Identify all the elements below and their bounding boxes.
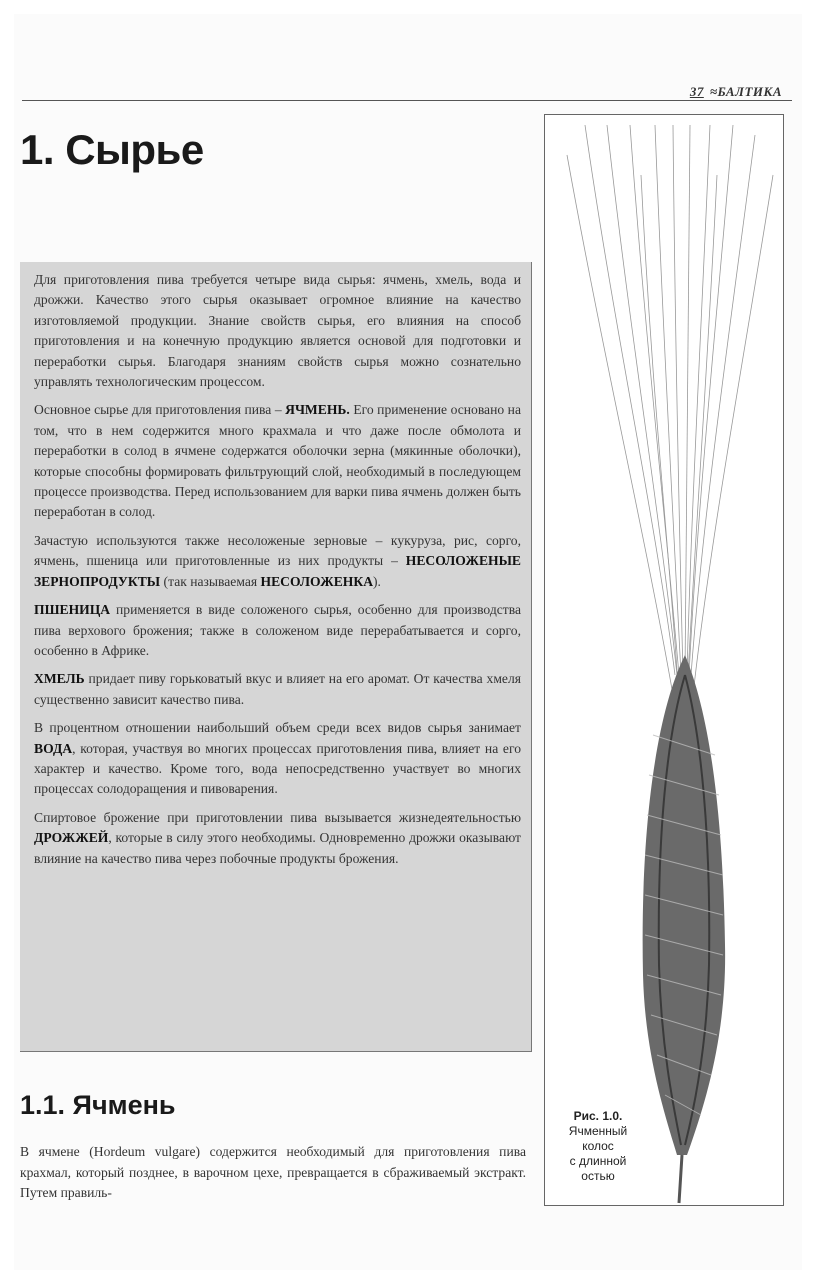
caption-label: Рис. 1.0. xyxy=(573,1109,623,1123)
paragraph-text: ). xyxy=(373,573,381,589)
paragraph-text: Основное сырье для приготовления пива – xyxy=(34,402,286,418)
paragraph-text: придает пиву горьковатый вкус и влияет на его аромат. От качества хмеля существенно зависит качество пива. xyxy=(34,671,521,707)
box-paragraph xyxy=(34,531,521,592)
paragraph-text: (так называемая xyxy=(160,573,261,589)
term-nesolozhenka: НЕСОЛОЖЕНКА xyxy=(260,573,374,589)
paragraph-text: , которые в силу этого необходимы. Одновременно дрожжи оказывают влияние на качество пива через побочные продукты брожения. xyxy=(34,830,521,866)
intro-box xyxy=(20,262,532,1052)
box-paragraph xyxy=(34,600,521,661)
paragraph-text: применяется в виде соложеного сырья, особенно для производства пива верхового брожения; также в соложеном виде перерабатывается и сорго, особенно в Африке. xyxy=(34,602,521,658)
running-header xyxy=(690,84,782,100)
box-paragraph xyxy=(34,808,521,869)
page-number: 37 xyxy=(689,84,704,99)
term-yeast: ДРОЖЖЕЙ xyxy=(34,830,109,846)
box-paragraph xyxy=(34,400,521,522)
brand-logo: ≈БАЛТИКА xyxy=(709,84,782,99)
box-paragraph xyxy=(34,669,521,710)
figure-caption xyxy=(557,1109,639,1184)
section-title: 1.1. Ячмень xyxy=(20,1090,176,1120)
header-rule xyxy=(22,100,792,101)
body-paragraph: В ячмене (Hordeum vulgare) содержится необходимый для приготовления пива крахмал, который позднее, в варочном цехе, превращается в сбраживаемый экстракт. Путем правиль- xyxy=(20,1144,526,1200)
term-hops: ХМЕЛЬ xyxy=(34,671,85,687)
chapter-title: 1. Сырье xyxy=(20,126,204,173)
paragraph-text: Его применение основано на том, что в нем содержится много крахмала и что даже после обмолота и переработки в солод в ячмене содержатся оболочки зерна (мякинные оболочки), которые способны формировать фильтрующий слой, необходимый в последующем процессе производства. Перед использованием для варки пива ячмень должен быть переработан в солод. xyxy=(34,402,521,520)
term-unmalted-grain: НЕСОЛОЖЕНЫЕ ЗЕРНОПРОДУКТЫ xyxy=(34,553,521,589)
stem xyxy=(679,1155,682,1203)
paragraph-text: , которая, участвуя во многих процессах приготовления пива, влияет на его характер и качество. Кроме того, вода непосредственно участвует во многих процессах солодоращения и пивоварения. xyxy=(34,740,521,797)
term-water: ВОДА xyxy=(34,740,73,756)
paragraph-text: В процентном отношении наибольший объем среди всех видов сырья занимает xyxy=(34,720,521,736)
box-paragraph xyxy=(34,718,521,800)
document-page xyxy=(14,14,802,1270)
awns xyxy=(567,125,773,715)
caption-line: Ячменный xyxy=(568,1124,628,1138)
figure-barley-ear xyxy=(544,114,784,1206)
caption-line: с длинной xyxy=(569,1154,627,1168)
paragraph-text: Зачастую используются также несоложеные зерновые – кукуруза, рис, сорго, ячмень, пшеница или приготовленные из них продукты – xyxy=(34,532,521,569)
barley-ear-illustration xyxy=(545,115,785,1207)
box-paragraph xyxy=(34,270,521,392)
term-wheat: ПШЕНИЦА xyxy=(34,602,111,618)
paragraph-text: Спиртовое брожение при приготовлении пива вызывается жизнедеятельностью xyxy=(34,809,521,825)
caption-line: остью xyxy=(581,1169,615,1183)
caption-line: колос xyxy=(582,1139,614,1153)
paragraph-text: Для приготовления пива требуется четыре вида сырья: ячмень, хмель, вода и дрожжи. Качество этого сырья оказывает огромное влияние на качество изготовляемой продукции. Знание свойств сырья, его влияния на способ приготовления и на конечную продукцию является основой для подготовки и переработки сырья. Благодаря знаниям свойств сырья можно сознательно управлять технологическим процессом. xyxy=(34,272,521,390)
term-barley: ЯЧМЕНЬ. xyxy=(285,402,350,418)
ear-head xyxy=(643,655,726,1155)
